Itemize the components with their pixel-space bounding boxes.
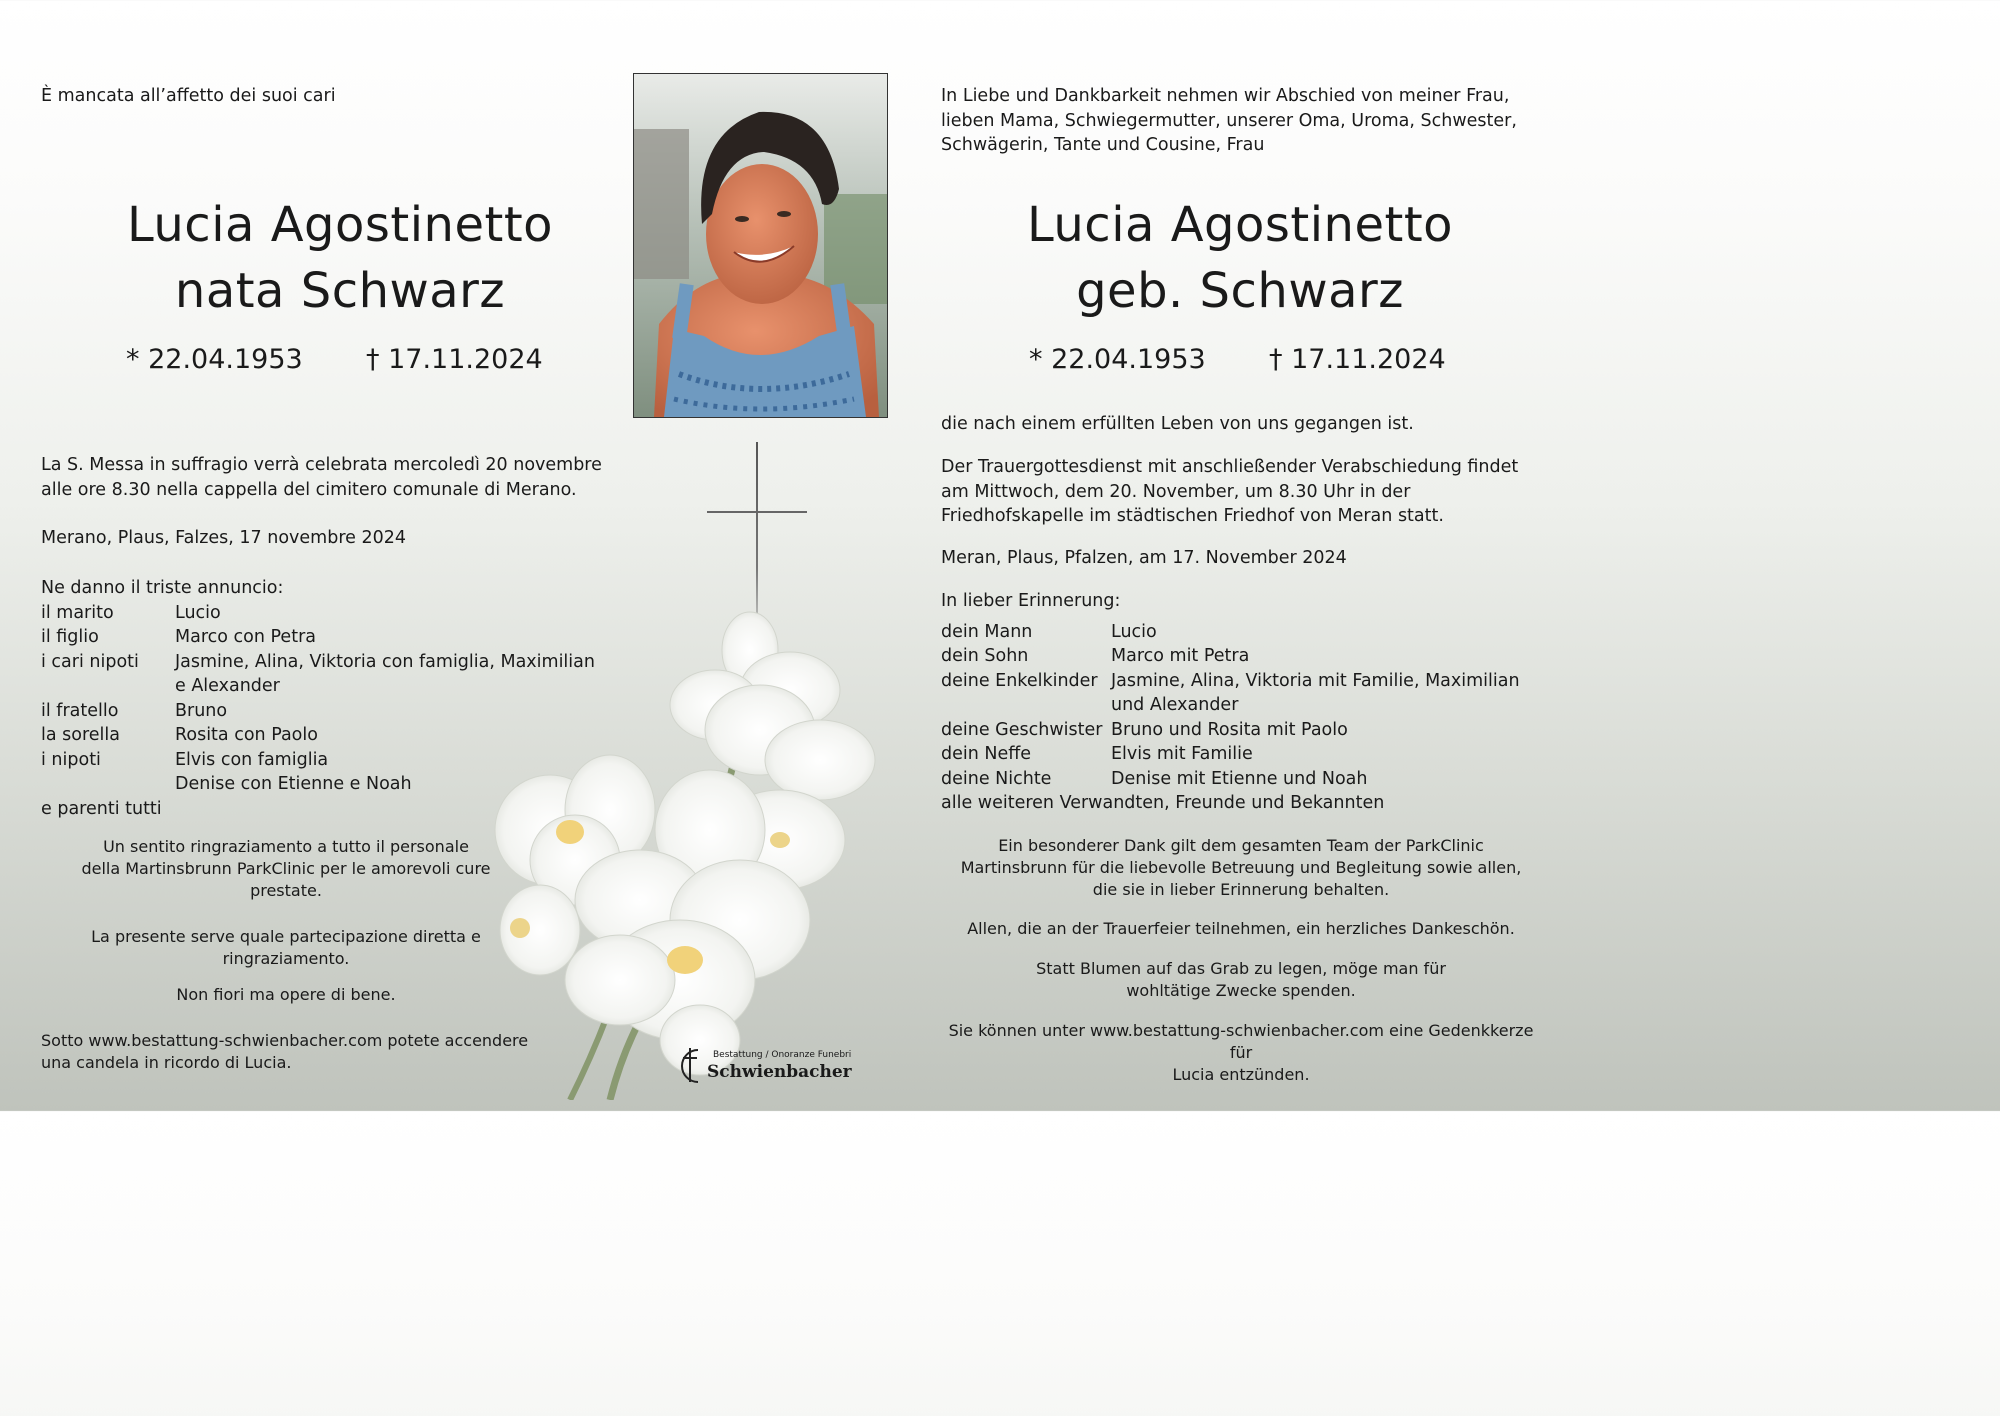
de-flowers-line: wohltätige Zwecke spenden. — [1126, 981, 1356, 1000]
de-mourner-name-line: Elvis mit Familie — [1111, 744, 1253, 764]
it-mourner-name-line: Lucio — [175, 602, 221, 623]
it-mourner-names — [175, 601, 221, 626]
it-mourner-relation: la sorella — [41, 725, 120, 745]
de-mourner-name-line: Lucio — [1111, 621, 1157, 642]
de-service-line: am Mittwoch, dem 20. November, um 8.30 Uhr in der — [941, 481, 1411, 502]
it-notice — [41, 926, 531, 970]
portrait-photo — [633, 73, 888, 418]
portrait-image — [634, 74, 887, 417]
it-candle-line: una candela in ricordo di Lucia. — [41, 1053, 292, 1072]
de-mourners-heading: In lieber Erinnerung: — [941, 591, 1121, 611]
de-mourner-name-line: Bruno und Rosita mit Paolo — [1111, 719, 1348, 740]
de-thanks2: Allen, die an der Trauerfeier teilnehmen, ein herzliches Dankeschön. — [967, 919, 1515, 938]
de-mourner-names — [1111, 718, 1348, 743]
de-candle-line: Sie können unter www.bestattung-schwienbacher.com eine Gedenkkerze für — [948, 1021, 1534, 1062]
de-name-line1: Lucia Agostinetto — [1026, 197, 1453, 253]
de-mourner-name-line: Marco mit Petra — [1111, 646, 1250, 666]
it-mass-line: La S. Messa in suffragio verrà celebrata mercoledì 20 novembre — [41, 455, 602, 475]
de-flowers-line: Statt Blumen auf das Grab zu legen, möge man für — [1036, 959, 1446, 978]
it-mourner-name-line: e Alexander — [175, 676, 280, 696]
de-mourner-relation: deine Nichte — [941, 768, 1052, 789]
logo-name: Schwienbacher — [707, 1062, 852, 1082]
it-death-date: † 17.11.2024 — [366, 344, 543, 375]
it-name — [60, 192, 620, 324]
de-name-line2: geb. Schwarz — [1076, 263, 1404, 319]
de-place-date: Meran, Plaus, Pfalzen, am 17. November 2024 — [941, 548, 1347, 568]
de-intro-line: In Liebe und Dankbarkeit nehmen wir Abschied von meiner Frau, — [941, 86, 1510, 106]
logo-cross-icon — [676, 1044, 706, 1086]
funeral-home-logo — [676, 1044, 852, 1088]
it-name-line1: Lucia Agostinetto — [126, 197, 553, 253]
de-thanks-line: die sie in lieber Erinnerung behalten. — [1092, 880, 1390, 899]
it-thanks-line: della Martinsbrunn ParkClinic per le amorevoli cure — [81, 859, 491, 878]
de-mourner-relation: dein Neffe — [941, 744, 1032, 764]
de-thanks — [941, 835, 1541, 901]
de-death-date: † 17.11.2024 — [1269, 344, 1446, 375]
de-thanks-line: Ein besonderer Dank gilt dem gesamten Team der ParkClinic — [998, 836, 1484, 855]
it-candle-line: Sotto www.bestattung-schwienbacher.com potete accendere — [41, 1031, 529, 1050]
it-candle — [41, 1030, 528, 1074]
it-birth-date: * 22.04.1953 — [126, 344, 303, 375]
it-notice-line: ringraziamento. — [222, 949, 350, 968]
it-mourner-names — [175, 748, 412, 797]
de-mourner-name-line: und Alexander — [1111, 695, 1239, 715]
it-mourner-names — [175, 723, 318, 748]
de-candle — [941, 1020, 1541, 1086]
it-intro: È mancata all’affetto dei suoi cari — [41, 86, 336, 106]
it-mourner-names — [175, 699, 227, 724]
de-mourners — [941, 589, 1551, 816]
de-mourner-row — [941, 644, 1551, 669]
it-name-line2: nata Schwarz — [174, 263, 506, 319]
logo-tagline: Bestattung / Onoranze Funebri — [713, 1050, 852, 1060]
de-service — [941, 455, 1541, 529]
it-mourner-name-line: Elvis con famiglia — [175, 749, 329, 770]
de-passed: die nach einem erfüllten Leben von uns gegangen ist. — [941, 414, 1414, 434]
it-relatives-all: e parenti tutti — [41, 798, 162, 819]
de-mourner-row — [941, 669, 1551, 718]
it-mass-line: alle ore 8.30 nella cappella del cimitero comunale di Merano. — [41, 479, 577, 500]
de-mourner-names — [1111, 767, 1368, 792]
de-name — [960, 192, 1520, 324]
it-no-flowers: Non fiori ma opere di bene. — [176, 985, 396, 1004]
it-thanks — [41, 836, 531, 902]
orchid-flowers-image — [480, 600, 940, 1100]
cross-bar — [707, 511, 807, 513]
de-mourner-row — [941, 742, 1551, 767]
de-thanks-line: Martinsbrunn für die liebevolle Betreuung und Begleitung sowie allen, — [960, 858, 1522, 877]
de-relatives-all: alle weiteren Verwandten, Freunde und Bekannten — [941, 793, 1385, 813]
de-mourner-name-line: Denise mit Etienne und Noah — [1111, 768, 1368, 789]
it-mourner-name-line: Rosita con Paolo — [175, 725, 318, 745]
de-mourner-row — [941, 620, 1551, 645]
it-mourner-name-line: Jasmine, Alina, Viktoria con famiglia, Maximilian — [175, 651, 595, 672]
de-mourner-relation: dein Mann — [941, 621, 1033, 642]
de-mourner-relation: deine Geschwister — [941, 719, 1103, 740]
de-mourners-list — [941, 620, 1551, 792]
de-mourner-name-line: Jasmine, Alina, Viktoria mit Familie, Maximilian — [1111, 670, 1520, 691]
it-mourner-name-line: Denise con Etienne e Noah — [175, 774, 412, 794]
de-intro — [941, 84, 1517, 158]
de-service-line: Der Trauergottesdienst mit anschließender Verabschiedung findet — [941, 457, 1519, 477]
it-mass-text — [41, 453, 631, 502]
de-mourner-names — [1111, 644, 1249, 669]
it-mourner-name-line: Bruno — [175, 700, 228, 721]
de-mourner-names — [1111, 669, 1520, 718]
de-mourner-relation: deine Enkelkinder — [941, 670, 1098, 691]
de-service-line: Friedhofskapelle im städtischen Friedhof von Meran statt. — [941, 506, 1444, 526]
it-thanks-line: prestate. — [250, 881, 322, 900]
it-mourner-names — [175, 625, 316, 650]
de-mourner-relation: dein Sohn — [941, 646, 1029, 666]
it-mourner-relation: il marito — [41, 602, 114, 623]
it-place-date: Merano, Plaus, Falzes, 17 novembre 2024 — [41, 528, 407, 548]
de-intro-line: Schwägerin, Tante und Cousine, Frau — [941, 135, 1265, 155]
it-mourner-relation: i cari nipoti — [41, 651, 139, 672]
de-flowers — [941, 958, 1541, 1002]
de-mourner-names — [1111, 620, 1157, 645]
it-mourner-relation: il figlio — [41, 627, 99, 647]
it-mourners-heading: Ne danno il triste annuncio: — [41, 578, 284, 598]
it-mourner-relation: il fratello — [41, 700, 119, 721]
it-notice-line: La presente serve quale partecipazione diretta e — [91, 927, 481, 946]
de-birth-date: * 22.04.1953 — [1029, 344, 1206, 375]
de-mourner-names — [1111, 742, 1253, 767]
it-mourner-relation: i nipoti — [41, 749, 101, 770]
de-mourner-row — [941, 767, 1551, 792]
de-mourner-row — [941, 718, 1551, 743]
de-intro-line: lieben Mama, Schwiegermutter, unserer Oma, Uroma, Schwester, — [941, 110, 1517, 131]
it-mourner-name-line: Marco con Petra — [175, 627, 316, 647]
de-candle-line: Lucia entzünden. — [1172, 1065, 1310, 1084]
it-thanks-line: Un sentito ringraziamento a tutto il personale — [103, 837, 469, 856]
